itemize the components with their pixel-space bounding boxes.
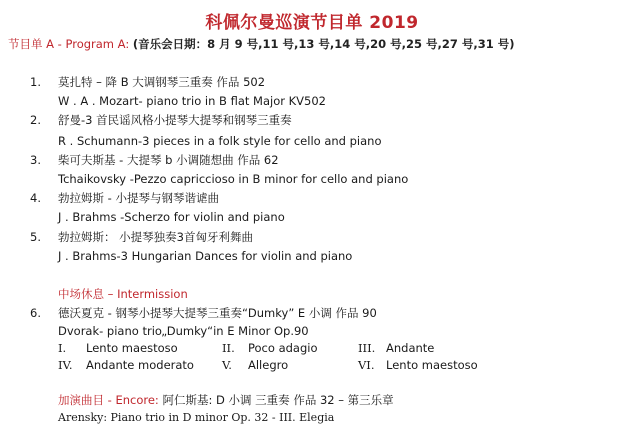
intermission-en: Intermission (117, 287, 188, 301)
item-number: 3. (30, 153, 41, 167)
movement-numeral: III. (358, 341, 376, 355)
item-number: 2. (30, 113, 41, 127)
program-item-2 (30, 112, 292, 128)
item-title-zh: 舒曼-3 首民谣风格小提琴大提琴和钢琴三重奏 (58, 113, 292, 127)
movement-numeral: II. (222, 341, 235, 355)
encore-title-zh: 阿仁斯基: D 小调 三重奏 作品 32 – 第三乐章 (158, 393, 394, 407)
movement-2 (222, 341, 318, 355)
movement-4 (58, 358, 194, 372)
program-item-3 (30, 152, 279, 168)
item-title-en: J . Brahms -Scherzo for violin and piano (58, 210, 285, 224)
item-title-zh: 德沃夏克 - 钢琴小提琴大提琴三重奏“Dumky” E 小调 作品 90 (58, 306, 377, 320)
movement-name: Andante (386, 341, 435, 355)
program-label: 节目单 A - Program A: (8, 37, 130, 51)
movement-name: Andante moderato (86, 358, 194, 372)
item-title-en: Tchaikovsky -Pezzo capriccioso in B minor for cello and piano (58, 172, 409, 186)
program-item-1 (30, 74, 265, 90)
program-item-5 (30, 229, 253, 245)
item-title-zh: 勃拉姆斯 - 小提琴与钢琴谐谑曲 (58, 191, 219, 205)
movement-name: Lento maestoso (86, 341, 178, 355)
movement-numeral: I. (58, 341, 67, 355)
item-title-en: J . Brahms-3 Hungarian Dances for violin and piano (58, 249, 353, 263)
concert-dates: (音乐会日期：8 月 9 号,11 号,13 号,14 号,20 号,25 号,27 号,31 号) (132, 37, 515, 51)
program-heading (8, 36, 515, 52)
encore-label: 加演曲目 - Encore: (58, 393, 159, 407)
movement-name: Poco adagio (248, 341, 318, 355)
page-title: 科佩尔曼巡演节目单 2019 (205, 13, 419, 33)
movement-name: Lento maestoso (386, 358, 478, 372)
movement-3 (358, 341, 434, 355)
movement-5 (222, 358, 288, 372)
movement-numeral: IV. (58, 358, 73, 372)
item-title-zh: 莫扎特 – 降 B 大调钢琴三重奏 作品 502 (58, 75, 266, 89)
item-number: 4. (30, 191, 41, 205)
item-title-en: Dvorak- piano trio„Dumky“in E Minor Op.90 (58, 324, 309, 338)
encore-title-en: Arensky: Piano trio in D minor Op. 32 - III. Elegia (58, 411, 335, 424)
item-title-en: R . Schumann-3 pieces in a folk style for cello and piano (58, 134, 382, 148)
item-title-zh: 勃拉姆斯： 小提琴独奏3首匈牙利舞曲 (58, 230, 253, 244)
item-title-en: W . A . Mozart- piano trio in B flat Major KV502 (58, 94, 326, 108)
item-number: 1. (30, 75, 41, 89)
program-item-6 (30, 305, 377, 321)
intermission-sep: – (104, 287, 118, 301)
movement-6 (358, 358, 478, 372)
movement-name: Allegro (248, 358, 289, 372)
movement-numeral: V. (222, 358, 232, 372)
movement-numeral: VI. (358, 358, 375, 372)
movement-1 (58, 341, 178, 355)
program-item-4 (30, 190, 219, 206)
intermission-zh: 中场休息 (58, 287, 104, 301)
item-title-zh: 柴可夫斯基 - 大提琴 b 小调随想曲 作品 62 (58, 153, 279, 167)
encore-heading (58, 392, 394, 408)
item-number: 6. (30, 306, 41, 320)
intermission-heading (58, 286, 188, 302)
item-number: 5. (30, 230, 41, 244)
